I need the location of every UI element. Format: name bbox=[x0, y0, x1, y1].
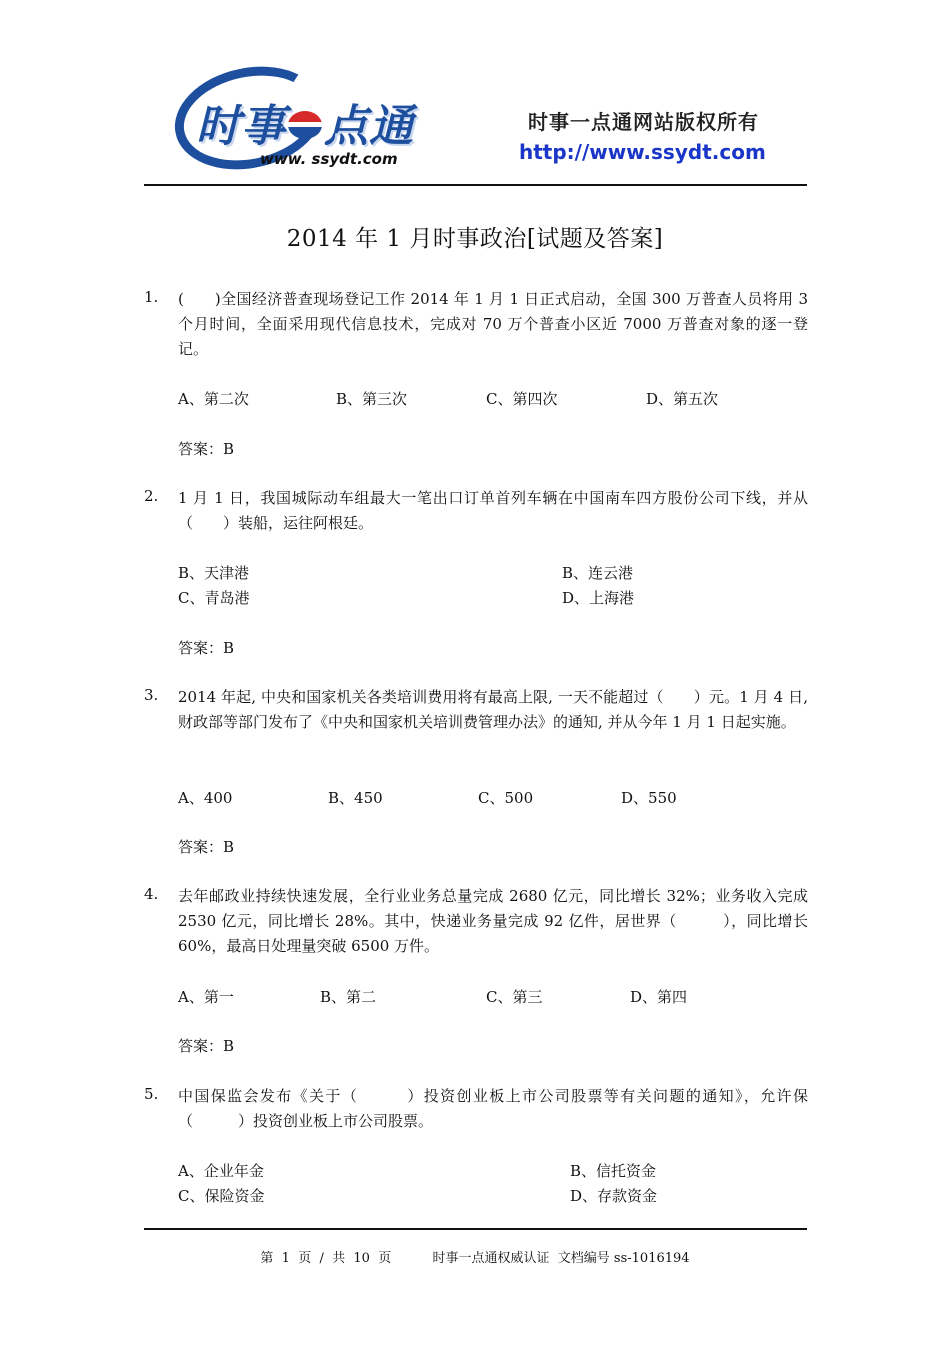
option-a: A、400 bbox=[178, 789, 233, 807]
document-title: 2014 年 1 月时事政治[试题及答案] bbox=[286, 226, 664, 252]
answer: 答案：B bbox=[178, 838, 235, 856]
option-a: A、第一 bbox=[178, 988, 234, 1006]
option-a: A、企业年金 bbox=[178, 1162, 264, 1180]
option-d: D、上海港 bbox=[562, 589, 635, 607]
question-stem: ( )全国经济普查现场登记工作 2014 年 1 月 1 日正式启动，全国 300 万普查人员将用 3 个月时间，全面采用现代信息技术，完成对 70 万个普查小区近 7000 万普查对象的逐一登记。 bbox=[178, 290, 808, 358]
question-stem: 中国保监会发布《关于（ ）投资创业板上市公司股票等有关问题的通知》，允许保（ ）投资创业板上市公司股票。 bbox=[178, 1087, 808, 1130]
option-b: B、信托资金 bbox=[570, 1162, 657, 1180]
question-number: 3. bbox=[144, 686, 159, 704]
answer: 答案：B bbox=[178, 1037, 235, 1055]
option-c: C、第三 bbox=[486, 988, 543, 1006]
copyright-notice: 时事一点通网站版权所有 bbox=[528, 110, 759, 134]
option-d: D、第四 bbox=[630, 988, 688, 1006]
header-divider bbox=[144, 184, 807, 186]
option-a: A、第二次 bbox=[178, 390, 249, 408]
option-d: D、存款资金 bbox=[570, 1187, 658, 1205]
footer-divider bbox=[144, 1228, 807, 1230]
question-number: 4. bbox=[144, 885, 159, 903]
question-stem: 1 月 1 日，我国城际动车组最大一笔出口订单首列车辆在中国南车四方股份公司下线，并从（ ）装船，运往阿根廷。 bbox=[178, 489, 808, 532]
question-number: 2. bbox=[144, 487, 159, 505]
option-b: B、连云港 bbox=[562, 564, 634, 582]
logo-text-left: 时事 bbox=[196, 101, 286, 152]
option-b: B、第二 bbox=[320, 988, 377, 1006]
question-number: 1. bbox=[144, 288, 159, 306]
option-a: B、天津港 bbox=[178, 564, 250, 582]
option-d: D、550 bbox=[621, 789, 677, 807]
option-b: B、450 bbox=[328, 789, 383, 807]
logo-url: www. ssydt.com bbox=[260, 150, 398, 168]
question-stem: 2014 年起, 中央和国家机关各类培训费用将有最高上限, 一天不能超过（ ）元。1 月 4 日, 财政部等部门发布了《中央和国家机关培训费管理办法》的通知, 并从今年 1 月 1 日起实施。 bbox=[178, 688, 808, 731]
logo-disc-icon bbox=[288, 111, 322, 139]
option-d: D、第五次 bbox=[646, 390, 719, 408]
page-header bbox=[144, 62, 807, 186]
option-c: C、500 bbox=[478, 789, 534, 807]
ssydt-logo bbox=[174, 66, 434, 174]
option-c: C、青岛港 bbox=[178, 589, 250, 607]
page-footer: 第 1 页 / 共 10 页 时事一点通权威认证 文档编号 ss-1016194 bbox=[260, 1251, 690, 1266]
logo-wordmark bbox=[196, 90, 414, 154]
option-c: C、保险资金 bbox=[178, 1187, 265, 1205]
option-c: C、第四次 bbox=[486, 390, 558, 408]
question-stem: 去年邮政业持续快速发展，全行业业务总量完成 2680 亿元，同比增长 32%；业务收入完成 2530 亿元，同比增长 28%。其中，快递业务量完成 92 亿件，居世界（ ），同比增长 60%，最高日处理量突破 6500 万件。 bbox=[178, 887, 808, 955]
option-b: B、第三次 bbox=[336, 390, 408, 408]
site-url-link[interactable]: http://www.ssydt.com bbox=[519, 140, 766, 164]
answer: 答案：B bbox=[178, 440, 235, 458]
logo-text-right: 点通 bbox=[324, 101, 414, 152]
question-number: 5. bbox=[144, 1085, 159, 1103]
answer: 答案：B bbox=[178, 639, 235, 657]
